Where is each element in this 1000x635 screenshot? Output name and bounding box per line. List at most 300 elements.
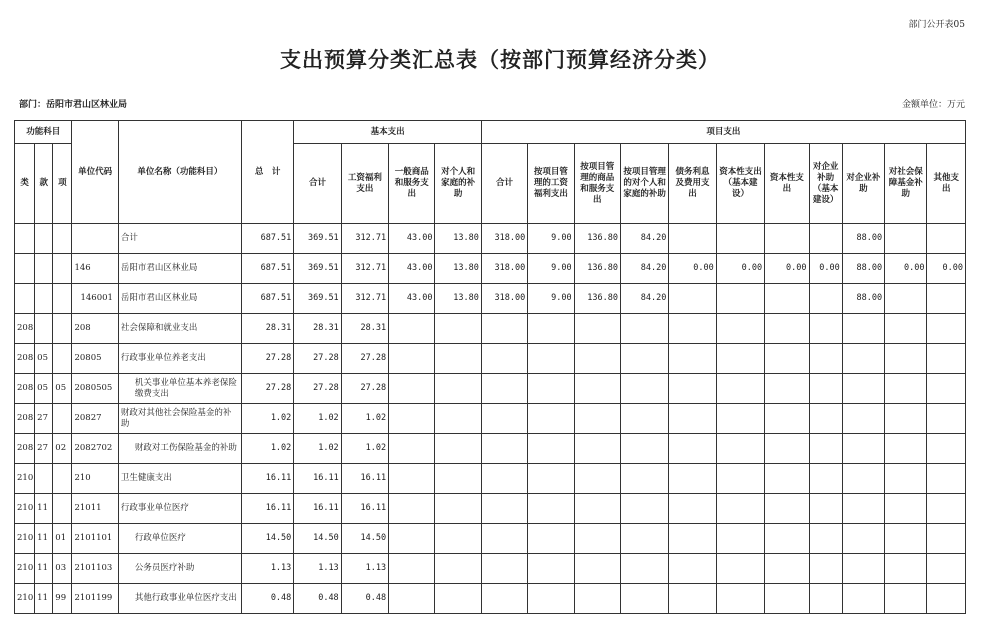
- form-code: 部门公开表05: [908, 20, 965, 30]
- cell-amount: [885, 524, 927, 554]
- cell-amount: [574, 344, 620, 374]
- cell-amount: [927, 224, 966, 254]
- cell-unit-code: 146: [72, 254, 118, 284]
- table-row: [15, 584, 966, 614]
- cell-xiang: [53, 254, 72, 284]
- table-row: [15, 554, 966, 584]
- cell-unit-code: 146001: [72, 284, 118, 314]
- budget-table: [14, 120, 966, 614]
- cell-amount: 13.80: [435, 284, 481, 314]
- cell-amount: 1.13: [341, 554, 388, 584]
- cell-amount: 14.50: [341, 524, 388, 554]
- table-row: [15, 464, 966, 494]
- cell-amount: [842, 554, 884, 584]
- cell-amount: [389, 344, 435, 374]
- cell-amount: [809, 404, 842, 434]
- cell-amount: [389, 404, 435, 434]
- cell-amount: [574, 524, 620, 554]
- cell-unit-name: 财政对其他社会保险基金的补助: [118, 404, 241, 434]
- cell-amount: 318.00: [481, 254, 527, 284]
- page-title: 支出预算分类汇总表（按部门预算经济分类）: [280, 47, 720, 72]
- cell-amount: 312.71: [341, 224, 388, 254]
- cell-xiang: [53, 314, 72, 344]
- table-row: [15, 494, 966, 524]
- department-label: 部门：岳阳市君山区林业局: [19, 100, 128, 110]
- cell-amount: [927, 464, 966, 494]
- cell-amount: 1.02: [341, 404, 388, 434]
- cell-amount: 16.11: [341, 464, 388, 494]
- cell-amount: 687.51: [241, 284, 293, 314]
- cell-amount: [716, 464, 764, 494]
- cell-amount: [809, 224, 842, 254]
- cell-xiang: 01: [53, 524, 72, 554]
- cell-lei: [15, 224, 35, 254]
- cell-unit-name: 社会保障和就业支出: [118, 314, 241, 344]
- cell-amount: [620, 404, 668, 434]
- cell-amount: [435, 494, 481, 524]
- cell-unit-name: 公务员医疗补助: [118, 554, 241, 584]
- cell-amount: 312.71: [341, 284, 388, 314]
- cell-amount: [528, 344, 574, 374]
- cell-xiang: [53, 344, 72, 374]
- cell-xiang: 03: [53, 554, 72, 584]
- cell-amount: 28.31: [294, 314, 341, 344]
- cell-amount: 27.28: [341, 374, 388, 404]
- cell-amount: [669, 554, 716, 584]
- cell-lei: 210: [15, 524, 35, 554]
- cell-amount: [716, 404, 764, 434]
- cell-kuan: 05: [35, 344, 53, 374]
- cell-amount: 0.48: [241, 584, 293, 614]
- cell-lei: 210: [15, 554, 35, 584]
- header-project-col: 对企业补助: [842, 144, 884, 224]
- header-kuan: 款: [35, 144, 53, 224]
- cell-amount: 27.28: [241, 374, 293, 404]
- cell-lei: 210: [15, 464, 35, 494]
- cell-amount: [528, 524, 574, 554]
- header-basic-col: 一般商品和服务支出: [389, 144, 435, 224]
- cell-amount: [481, 554, 527, 584]
- table-row: [15, 284, 966, 314]
- cell-amount: [528, 494, 574, 524]
- header-project-col: 债务利息及费用支出: [669, 144, 716, 224]
- cell-amount: 0.00: [885, 254, 927, 284]
- table-row: [15, 224, 966, 254]
- cell-amount: [809, 524, 842, 554]
- cell-amount: 16.11: [241, 464, 293, 494]
- cell-amount: 27.28: [294, 344, 341, 374]
- header-project-col: 资本性支出: [765, 144, 809, 224]
- cell-amount: [885, 404, 927, 434]
- cell-unit-code: 2101103: [72, 554, 118, 584]
- cell-amount: [927, 374, 966, 404]
- cell-amount: 43.00: [389, 254, 435, 284]
- cell-amount: [765, 344, 809, 374]
- cell-amount: [765, 494, 809, 524]
- cell-lei: 208: [15, 404, 35, 434]
- cell-amount: [885, 494, 927, 524]
- cell-amount: [574, 314, 620, 344]
- header-project-col: 按项目管理的工资福利支出: [528, 144, 574, 224]
- cell-amount: [809, 374, 842, 404]
- table-row: [15, 344, 966, 374]
- cell-amount: [481, 524, 527, 554]
- cell-amount: [716, 554, 764, 584]
- cell-unit-name: 机关事业单位基本养老保险缴费支出: [118, 374, 241, 404]
- cell-kuan: [35, 284, 53, 314]
- cell-amount: [620, 314, 668, 344]
- cell-amount: [765, 374, 809, 404]
- cell-amount: [842, 314, 884, 344]
- cell-amount: [389, 314, 435, 344]
- cell-amount: [669, 284, 716, 314]
- cell-amount: 9.00: [528, 254, 574, 284]
- cell-unit-name: 其他行政事业单位医疗支出: [118, 584, 241, 614]
- cell-amount: [620, 434, 668, 464]
- cell-amount: [574, 374, 620, 404]
- cell-xiang: 02: [53, 434, 72, 464]
- cell-amount: 28.31: [341, 314, 388, 344]
- cell-lei: 208: [15, 434, 35, 464]
- cell-amount: [528, 434, 574, 464]
- cell-amount: [528, 404, 574, 434]
- cell-amount: 9.00: [528, 284, 574, 314]
- cell-amount: 0.00: [716, 254, 764, 284]
- cell-amount: [842, 434, 884, 464]
- cell-amount: [481, 374, 527, 404]
- cell-amount: 16.11: [241, 494, 293, 524]
- cell-amount: [669, 434, 716, 464]
- cell-lei: 210: [15, 494, 35, 524]
- header-project-col: 按项目管理的商品和服务支出: [574, 144, 620, 224]
- header-unit-code: 单位代码: [72, 121, 118, 224]
- cell-amount: [927, 584, 966, 614]
- cell-amount: 1.13: [241, 554, 293, 584]
- cell-amount: [927, 434, 966, 464]
- cell-unit-name: 行政事业单位医疗: [118, 494, 241, 524]
- table-row: [15, 254, 966, 284]
- table-row: [15, 404, 966, 434]
- cell-amount: 1.13: [294, 554, 341, 584]
- cell-amount: 0.00: [669, 254, 716, 284]
- cell-amount: [809, 344, 842, 374]
- cell-amount: [574, 584, 620, 614]
- header-total: 总 计: [241, 121, 293, 224]
- cell-amount: 43.00: [389, 224, 435, 254]
- cell-amount: [620, 524, 668, 554]
- cell-amount: [885, 344, 927, 374]
- cell-unit-name: 岳阳市君山区林业局: [118, 284, 241, 314]
- cell-amount: [481, 434, 527, 464]
- cell-amount: [765, 224, 809, 254]
- cell-amount: [435, 404, 481, 434]
- cell-amount: [927, 404, 966, 434]
- cell-lei: [15, 254, 35, 284]
- cell-unit-name: 卫生健康支出: [118, 464, 241, 494]
- cell-amount: [885, 374, 927, 404]
- cell-amount: [809, 314, 842, 344]
- cell-amount: [389, 374, 435, 404]
- cell-amount: [435, 314, 481, 344]
- cell-unit-code: 2101101: [72, 524, 118, 554]
- cell-amount: 0.48: [341, 584, 388, 614]
- cell-amount: [528, 314, 574, 344]
- cell-amount: [842, 584, 884, 614]
- cell-unit-code: [72, 224, 118, 254]
- cell-amount: [481, 344, 527, 374]
- cell-amount: [842, 524, 884, 554]
- table-row: [15, 434, 966, 464]
- cell-amount: [620, 344, 668, 374]
- cell-amount: 0.00: [809, 254, 842, 284]
- cell-amount: 369.51: [294, 224, 341, 254]
- cell-amount: [885, 554, 927, 584]
- header-unit-name: 单位名称（功能科目）: [118, 121, 241, 224]
- cell-amount: [927, 344, 966, 374]
- cell-amount: [481, 464, 527, 494]
- table-body: [15, 224, 966, 614]
- cell-amount: [809, 434, 842, 464]
- cell-amount: [927, 494, 966, 524]
- cell-lei: 208: [15, 314, 35, 344]
- cell-amount: [765, 434, 809, 464]
- cell-amount: 1.02: [341, 434, 388, 464]
- header-basic-col: 合计: [294, 144, 341, 224]
- cell-amount: [389, 494, 435, 524]
- cell-amount: 136.80: [574, 254, 620, 284]
- cell-amount: 43.00: [389, 284, 435, 314]
- cell-amount: 27.28: [341, 344, 388, 374]
- header-project-col: 资本性支出（基本建设）: [716, 144, 764, 224]
- cell-amount: [716, 434, 764, 464]
- header-project-col: 对企业补助（基本建设）: [809, 144, 842, 224]
- cell-amount: [765, 284, 809, 314]
- cell-xiang: 05: [53, 374, 72, 404]
- cell-amount: 312.71: [341, 254, 388, 284]
- header-project-col: 合计: [481, 144, 527, 224]
- cell-unit-name: 财政对工伤保险基金的补助: [118, 434, 241, 464]
- cell-amount: [765, 404, 809, 434]
- cell-amount: 28.31: [241, 314, 293, 344]
- cell-unit-code: 2101199: [72, 584, 118, 614]
- cell-amount: 687.51: [241, 224, 293, 254]
- cell-amount: 0.00: [765, 254, 809, 284]
- cell-kuan: 11: [35, 584, 53, 614]
- cell-amount: [842, 494, 884, 524]
- cell-amount: 1.02: [294, 434, 341, 464]
- cell-amount: [716, 284, 764, 314]
- cell-kuan: [35, 314, 53, 344]
- cell-amount: 27.28: [241, 344, 293, 374]
- cell-amount: [716, 374, 764, 404]
- cell-xiang: [53, 284, 72, 314]
- cell-amount: 13.80: [435, 254, 481, 284]
- cell-amount: [435, 524, 481, 554]
- cell-unit-code: 2082702: [72, 434, 118, 464]
- cell-amount: [528, 584, 574, 614]
- cell-amount: 0.00: [927, 254, 966, 284]
- cell-amount: [481, 404, 527, 434]
- cell-amount: 1.02: [294, 404, 341, 434]
- cell-amount: [389, 554, 435, 584]
- header-lei: 类: [15, 144, 35, 224]
- cell-amount: [574, 464, 620, 494]
- cell-amount: [765, 524, 809, 554]
- cell-amount: [435, 584, 481, 614]
- cell-amount: [765, 464, 809, 494]
- cell-unit-name: 岳阳市君山区林业局: [118, 254, 241, 284]
- cell-lei: 208: [15, 374, 35, 404]
- cell-amount: [809, 284, 842, 314]
- cell-amount: [435, 554, 481, 584]
- cell-amount: [716, 524, 764, 554]
- cell-amount: [528, 374, 574, 404]
- cell-amount: [842, 344, 884, 374]
- cell-amount: [669, 494, 716, 524]
- table-row: [15, 524, 966, 554]
- cell-amount: 1.02: [241, 434, 293, 464]
- cell-amount: 136.80: [574, 284, 620, 314]
- table-row: [15, 374, 966, 404]
- cell-amount: 318.00: [481, 284, 527, 314]
- cell-amount: [842, 374, 884, 404]
- cell-amount: 369.51: [294, 254, 341, 284]
- cell-amount: [669, 224, 716, 254]
- cell-amount: [809, 584, 842, 614]
- cell-amount: [620, 584, 668, 614]
- cell-amount: [481, 584, 527, 614]
- cell-amount: [389, 584, 435, 614]
- cell-amount: [435, 374, 481, 404]
- cell-amount: [389, 434, 435, 464]
- cell-amount: [809, 554, 842, 584]
- cell-amount: [528, 554, 574, 584]
- header-basic-col: 对个人和家庭的补助: [435, 144, 481, 224]
- cell-amount: [669, 464, 716, 494]
- cell-unit-code: 20805: [72, 344, 118, 374]
- cell-amount: [927, 524, 966, 554]
- cell-amount: [885, 284, 927, 314]
- cell-amount: [809, 464, 842, 494]
- cell-amount: 687.51: [241, 254, 293, 284]
- cell-xiang: 99: [53, 584, 72, 614]
- cell-amount: 88.00: [842, 254, 884, 284]
- cell-amount: [669, 524, 716, 554]
- cell-kuan: 11: [35, 494, 53, 524]
- cell-amount: 318.00: [481, 224, 527, 254]
- header-project-col: 其他支出: [927, 144, 966, 224]
- cell-kuan: 05: [35, 374, 53, 404]
- cell-amount: [885, 224, 927, 254]
- cell-unit-name: 行政单位医疗: [118, 524, 241, 554]
- cell-kuan: [35, 464, 53, 494]
- cell-amount: 9.00: [528, 224, 574, 254]
- cell-amount: [620, 494, 668, 524]
- cell-amount: [620, 464, 668, 494]
- cell-amount: [716, 584, 764, 614]
- cell-amount: [842, 404, 884, 434]
- cell-amount: 84.20: [620, 224, 668, 254]
- cell-amount: [716, 314, 764, 344]
- cell-unit-code: 208: [72, 314, 118, 344]
- cell-lei: 208: [15, 344, 35, 374]
- header-basic-group: 基本支出: [294, 121, 482, 144]
- cell-amount: [927, 284, 966, 314]
- cell-amount: [389, 524, 435, 554]
- cell-amount: [435, 434, 481, 464]
- cell-amount: [885, 434, 927, 464]
- cell-amount: [528, 464, 574, 494]
- cell-amount: [574, 404, 620, 434]
- cell-amount: [574, 434, 620, 464]
- cell-amount: 369.51: [294, 284, 341, 314]
- cell-amount: [620, 554, 668, 584]
- cell-amount: [620, 374, 668, 404]
- cell-kuan: 27: [35, 434, 53, 464]
- cell-amount: [435, 464, 481, 494]
- cell-amount: [716, 224, 764, 254]
- cell-kuan: 11: [35, 554, 53, 584]
- cell-amount: [389, 464, 435, 494]
- header-project-col: 按项目管理的对个人和家庭的补助: [620, 144, 668, 224]
- cell-amount: 16.11: [294, 464, 341, 494]
- cell-unit-code: 21011: [72, 494, 118, 524]
- cell-amount: 16.11: [341, 494, 388, 524]
- cell-kuan: 27: [35, 404, 53, 434]
- cell-unit-name: 行政事业单位养老支出: [118, 344, 241, 374]
- cell-amount: [481, 494, 527, 524]
- cell-amount: 13.80: [435, 224, 481, 254]
- cell-amount: [481, 314, 527, 344]
- cell-kuan: [35, 254, 53, 284]
- cell-amount: 136.80: [574, 224, 620, 254]
- cell-amount: [716, 344, 764, 374]
- header-project-col: 对社会保障基金补助: [885, 144, 927, 224]
- cell-amount: [927, 314, 966, 344]
- cell-amount: [765, 314, 809, 344]
- amount-unit-label: 金额单位：万元: [901, 100, 965, 110]
- cell-amount: 14.50: [241, 524, 293, 554]
- cell-kuan: 11: [35, 524, 53, 554]
- cell-amount: [765, 554, 809, 584]
- header-xiang: 项: [53, 144, 72, 224]
- cell-amount: [885, 584, 927, 614]
- cell-amount: [885, 314, 927, 344]
- cell-xiang: [53, 464, 72, 494]
- cell-amount: 88.00: [842, 284, 884, 314]
- cell-amount: [574, 494, 620, 524]
- cell-unit-name: 合计: [118, 224, 241, 254]
- cell-amount: 14.50: [294, 524, 341, 554]
- header-basic-col: 工资福利支出: [341, 144, 388, 224]
- cell-lei: 210: [15, 584, 35, 614]
- cell-amount: [809, 494, 842, 524]
- cell-unit-code: 2080505: [72, 374, 118, 404]
- cell-amount: 27.28: [294, 374, 341, 404]
- cell-amount: [927, 554, 966, 584]
- cell-xiang: [53, 494, 72, 524]
- header-func-subject: 功能科目: [15, 121, 72, 144]
- cell-unit-code: 210: [72, 464, 118, 494]
- cell-amount: [885, 464, 927, 494]
- cell-amount: [574, 554, 620, 584]
- cell-amount: [669, 584, 716, 614]
- cell-amount: [669, 314, 716, 344]
- cell-amount: [669, 374, 716, 404]
- cell-xiang: [53, 224, 72, 254]
- cell-amount: 88.00: [842, 224, 884, 254]
- cell-kuan: [35, 224, 53, 254]
